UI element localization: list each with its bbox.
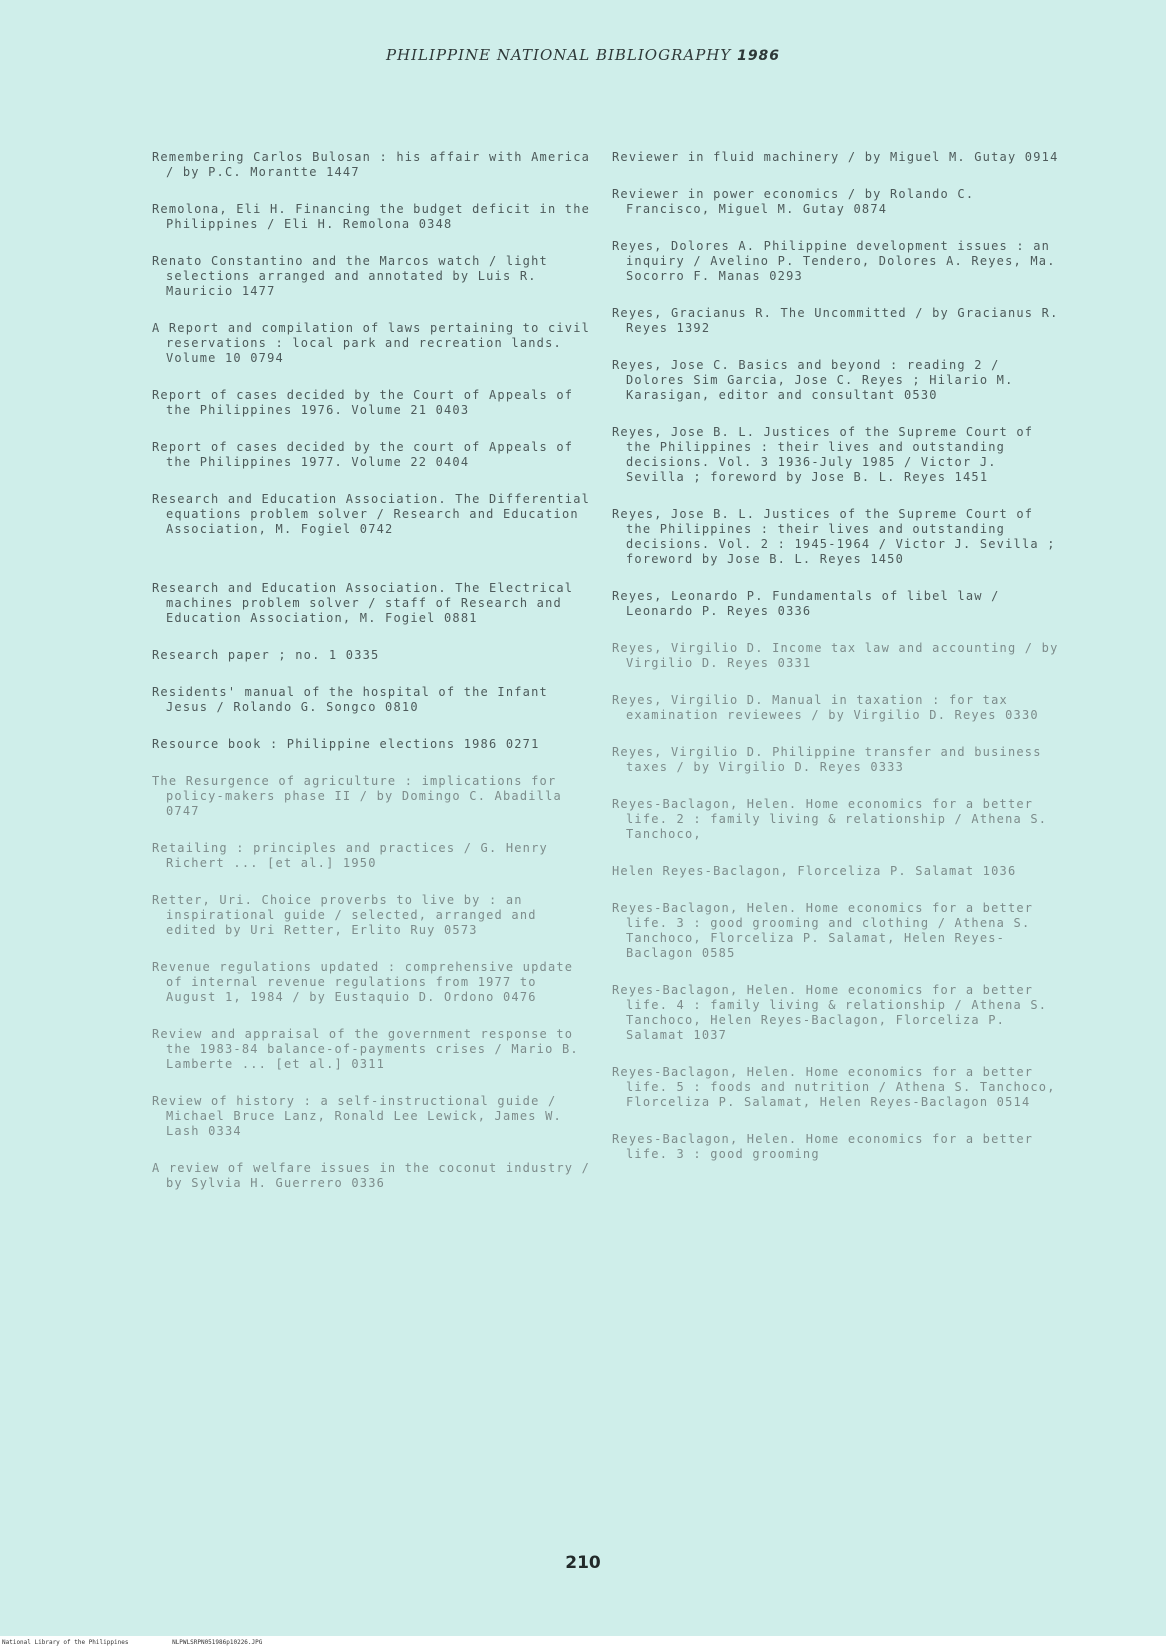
page-number: 210 bbox=[565, 1553, 601, 1573]
bibliography-entry: Review of history : a self-instructional guide / Michael Bruce Lanz, Ronald Lee Lewick, James W. Lash 0334 bbox=[152, 1094, 562, 1138]
bibliography-entry: Resource book : Philippine elections 1986 0271 bbox=[152, 737, 540, 751]
bibliography-entry: Remolona, Eli H. Financing the budget deficit in the Philippines / Eli H. Remolona 0348 bbox=[152, 202, 591, 231]
bibliography-entry: A review of welfare issues in the coconut industry / by Sylvia H. Guerrero 0336 bbox=[152, 1161, 591, 1190]
scan-footer bbox=[0, 1636, 1166, 1650]
bibliography-entry: Reyes-Baclagon, Helen. Home economics for a better life. 4 : family living & relationship / Athena S. Tanchoco, Helen Reyes-Baclagon, Florceliza P. Salamat 1037 bbox=[612, 983, 1048, 1042]
bibliography-entry: Reyes, Gracianus R. The Uncommitted / by Gracianus R. Reyes 1392 bbox=[612, 306, 1059, 335]
bibliography-entry: Revenue regulations updated : comprehensive update of internal revenue regulations from 1977 to August 1, 1984 / by Eustaquio D. Ordono 0476 bbox=[152, 960, 574, 1004]
bibliography-entry: Reyes, Jose B. L. Justices of the Supreme Court of the Philippines : their lives and outstanding decisions. Vol. 3 1936-July 1985 / Victor J. Sevilla ; foreword by Jose B. L. Reyes 1451 bbox=[612, 425, 1034, 484]
bibliography-entry: Retailing : principles and practices / G. Henry Richert ... [et al.] 1950 bbox=[152, 841, 548, 870]
left-column bbox=[152, 150, 592, 1213]
bibliography-entry: Research and Education Association. The Electrical machines problem solver / staff of Research and Education Association, M. Fogiel 0881 bbox=[152, 581, 574, 625]
bibliography-entry: Helen Reyes-Baclagon, Florceliza P. Salamat 1036 bbox=[612, 864, 1017, 878]
footer-file-id: NLPWLSRPN051986p10226.JPG bbox=[172, 1639, 263, 1646]
bibliography-entry: Remembering Carlos Bulosan : his affair with America / by P.C. Morantte 1447 bbox=[152, 150, 591, 179]
bibliography-entry: Renato Constantino and the Marcos watch / light selections arranged and annotated by Luis R. Mauricio 1477 bbox=[152, 254, 548, 298]
bibliography-entry: Reviewer in fluid machinery / by Miguel M. Gutay 0914 bbox=[612, 150, 1059, 164]
bibliography-entry: Reyes-Baclagon, Helen. Home economics for a better life. 3 : good grooming bbox=[612, 1132, 1034, 1161]
bibliography-entry: Research paper ; no. 1 0335 bbox=[152, 648, 380, 662]
bibliography-entry: Residents' manual of the hospital of the Infant Jesus / Rolando G. Songco 0810 bbox=[152, 685, 548, 714]
bibliography-title: PHILIPPINE NATIONAL BIBLIOGRAPHY bbox=[385, 46, 732, 64]
bibliography-entry: Reyes-Baclagon, Helen. Home economics for a better life. 3 : good grooming and clothing / Athena S. Tanchoco, Florceliza P. Salamat, Helen Reyes-Baclagon 0585 bbox=[612, 901, 1034, 960]
bibliography-entry: Reyes, Virgilio D. Manual in taxation : for tax examination reviewees / by Virgilio D. Reyes 0330 bbox=[612, 693, 1039, 722]
bibliography-entry: Reyes, Jose C. Basics and beyond : reading 2 / Dolores Sim Garcia, Jose C. Reyes ; Hilario M. Karasigan, editor and consultant 0530 bbox=[612, 358, 1014, 402]
bibliography-entry: Research and Education Association. The Differential equations problem solver / Research and Education Association, M. Fogiel 0742 bbox=[152, 492, 591, 536]
page-header bbox=[0, 46, 1166, 64]
right-column bbox=[612, 150, 1060, 1184]
bibliography-entry: Reyes, Virgilio D. Philippine transfer and business taxes / by Virgilio D. Reyes 0333 bbox=[612, 745, 1042, 774]
bibliography-entry: Review and appraisal of the government response to the 1983-84 balance-of-payments crises / Mario B. Lamberte ... [et al.] 0311 bbox=[152, 1027, 579, 1071]
bibliography-entry: Reyes, Dolores A. Philippine development issues : an inquiry / Avelino P. Tendero, Dolores A. Reyes, Ma. Socorro F. Manas 0293 bbox=[612, 239, 1056, 283]
bibliography-entry: Reyes-Baclagon, Helen. Home economics for a better life. 2 : family living & relationship / Athena S. Tanchoco, bbox=[612, 797, 1048, 841]
bibliography-entry: Reyes, Jose B. L. Justices of the Supreme Court of the Philippines : their lives and outstanding decisions. Vol. 2 : 1945-1964 / Victor J. Sevilla ; foreword by Jose B. L. Reyes 1450 bbox=[612, 507, 1056, 566]
bibliography-entry: Reyes, Leonardo P. Fundamentals of libel law / Leonardo P. Reyes 0336 bbox=[612, 589, 1000, 618]
bibliography-entry: Reyes-Baclagon, Helen. Home economics for a better life. 5 : foods and nutrition / Athena S. Tanchoco, Florceliza P. Salamat, Helen Reyes-Baclagon 0514 bbox=[612, 1065, 1056, 1109]
bibliography-entry: Retter, Uri. Choice proverbs to live by : an inspirational guide / selected, arranged and edited by Uri Retter, Erlito Ruy 0573 bbox=[152, 893, 537, 937]
bibliography-entry: Report of cases decided by the Court of Appeals of the Philippines 1976. Volume 21 0403 bbox=[152, 388, 574, 417]
footer-library: National Library of the Philippines bbox=[2, 1639, 129, 1646]
bibliography-entry: A Report and compilation of laws pertaining to civil reservations : local park and recreation lands. Volume 10 0794 bbox=[152, 321, 591, 365]
bibliography-entry: The Resurgence of agriculture : implications for policy-makers phase II / by Domingo C. Abadilla 0747 bbox=[152, 774, 562, 818]
bibliography-entry: Reyes, Virgilio D. Income tax law and accounting / by Virgilio D. Reyes 0331 bbox=[612, 641, 1059, 670]
bibliography-entry: Reviewer in power economics / by Rolando C. Francisco, Miguel M. Gutay 0874 bbox=[612, 187, 975, 216]
bibliography-entry: Report of cases decided by the court of Appeals of the Philippines 1977. Volume 22 0404 bbox=[152, 440, 574, 469]
bibliography-year: 1986 bbox=[737, 48, 781, 64]
